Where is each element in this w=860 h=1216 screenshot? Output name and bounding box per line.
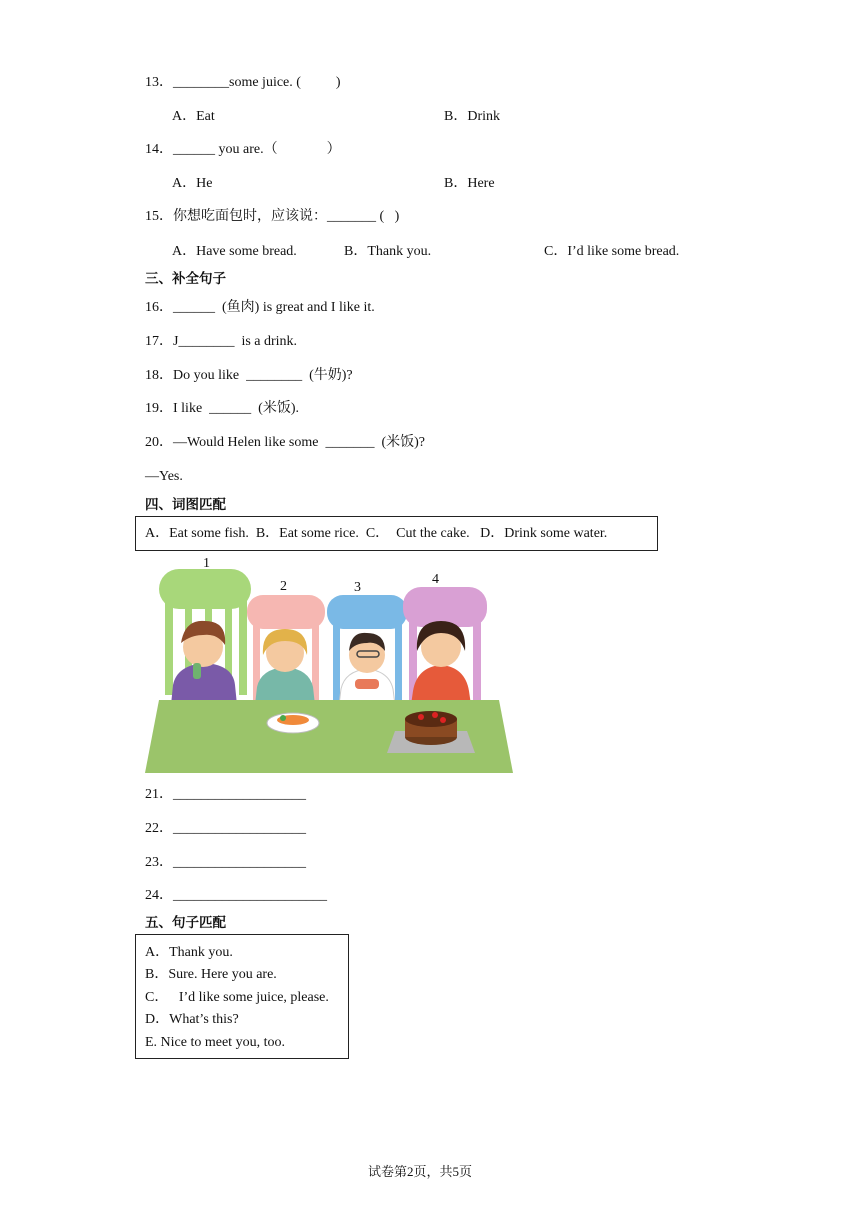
question-14: 14．______ you are.（ ） [145, 142, 341, 157]
sentence-option-d: D．What’s this? [145, 1012, 239, 1027]
dining-scene-illustration [145, 555, 513, 775]
fish-plate [267, 713, 319, 733]
section-3-title: 三、补全句子 [145, 271, 226, 287]
word-bank-text: A．Eat some fish. B．Eat some rice. C． Cut the cake. D．Drink some water. [145, 526, 608, 541]
sentence-option-e: E. Nice to meet you, too. [145, 1035, 285, 1050]
section-4-title: 四、词图匹配 [145, 497, 226, 513]
word-bank-box [135, 516, 658, 551]
sentence-option-b: B．Sure. Here you are. [145, 967, 277, 982]
question-13: 13．________some juice. ( ) [145, 75, 341, 90]
section-5-title: 五、句子匹配 [145, 915, 226, 931]
chair-number-4: 4 [432, 572, 439, 587]
chair-number-3: 3 [354, 580, 361, 595]
question-15-option-b: B．Thank you. [344, 244, 432, 259]
sentence-option-c: C． I’d like some juice, please. [145, 990, 329, 1005]
answer-24[interactable]: 24．______________________ [145, 888, 327, 903]
question-13-option-a: A．Eat [172, 109, 215, 124]
chair-number-2: 2 [280, 579, 287, 594]
girl-eating [255, 629, 315, 705]
question-13-option-b: B．Drink [444, 109, 500, 124]
question-17: 17．J________ is a drink. [145, 334, 298, 349]
answer-23[interactable]: 23．___________________ [145, 855, 306, 870]
question-19: 19．I like ______ (米饭). [145, 401, 299, 416]
boy-eating-rice [339, 633, 395, 705]
question-14-option-a: A．He [172, 176, 213, 191]
answer-21[interactable]: 21．___________________ [145, 787, 306, 802]
question-15-option-a: A．Have some bread. [172, 244, 297, 259]
question-18: 18．Do you like ________ (牛奶)? [145, 368, 353, 383]
question-14-option-b: B．Here [444, 176, 495, 191]
answer-22[interactable]: 22．___________________ [145, 821, 306, 836]
question-16: 16．______ (鱼肉) is great and I like it. [145, 300, 375, 315]
question-20: 20．—Would Helen like some _______ (米饭)? [145, 435, 425, 450]
sentence-bank-box [135, 934, 349, 1059]
sentence-option-a: A．Thank you. [145, 945, 233, 960]
page-footer: 试卷第2页，共5页 [368, 1164, 473, 1179]
question-15: 15．你想吃面包时，应该说：_______ ( ) [145, 209, 400, 224]
question-15-option-c: C．I’d like some bread. [544, 244, 680, 259]
girl-cutting-cake [411, 621, 471, 705]
question-20-answer: —Yes. [145, 469, 183, 484]
chair-number-1: 1 [203, 556, 210, 571]
